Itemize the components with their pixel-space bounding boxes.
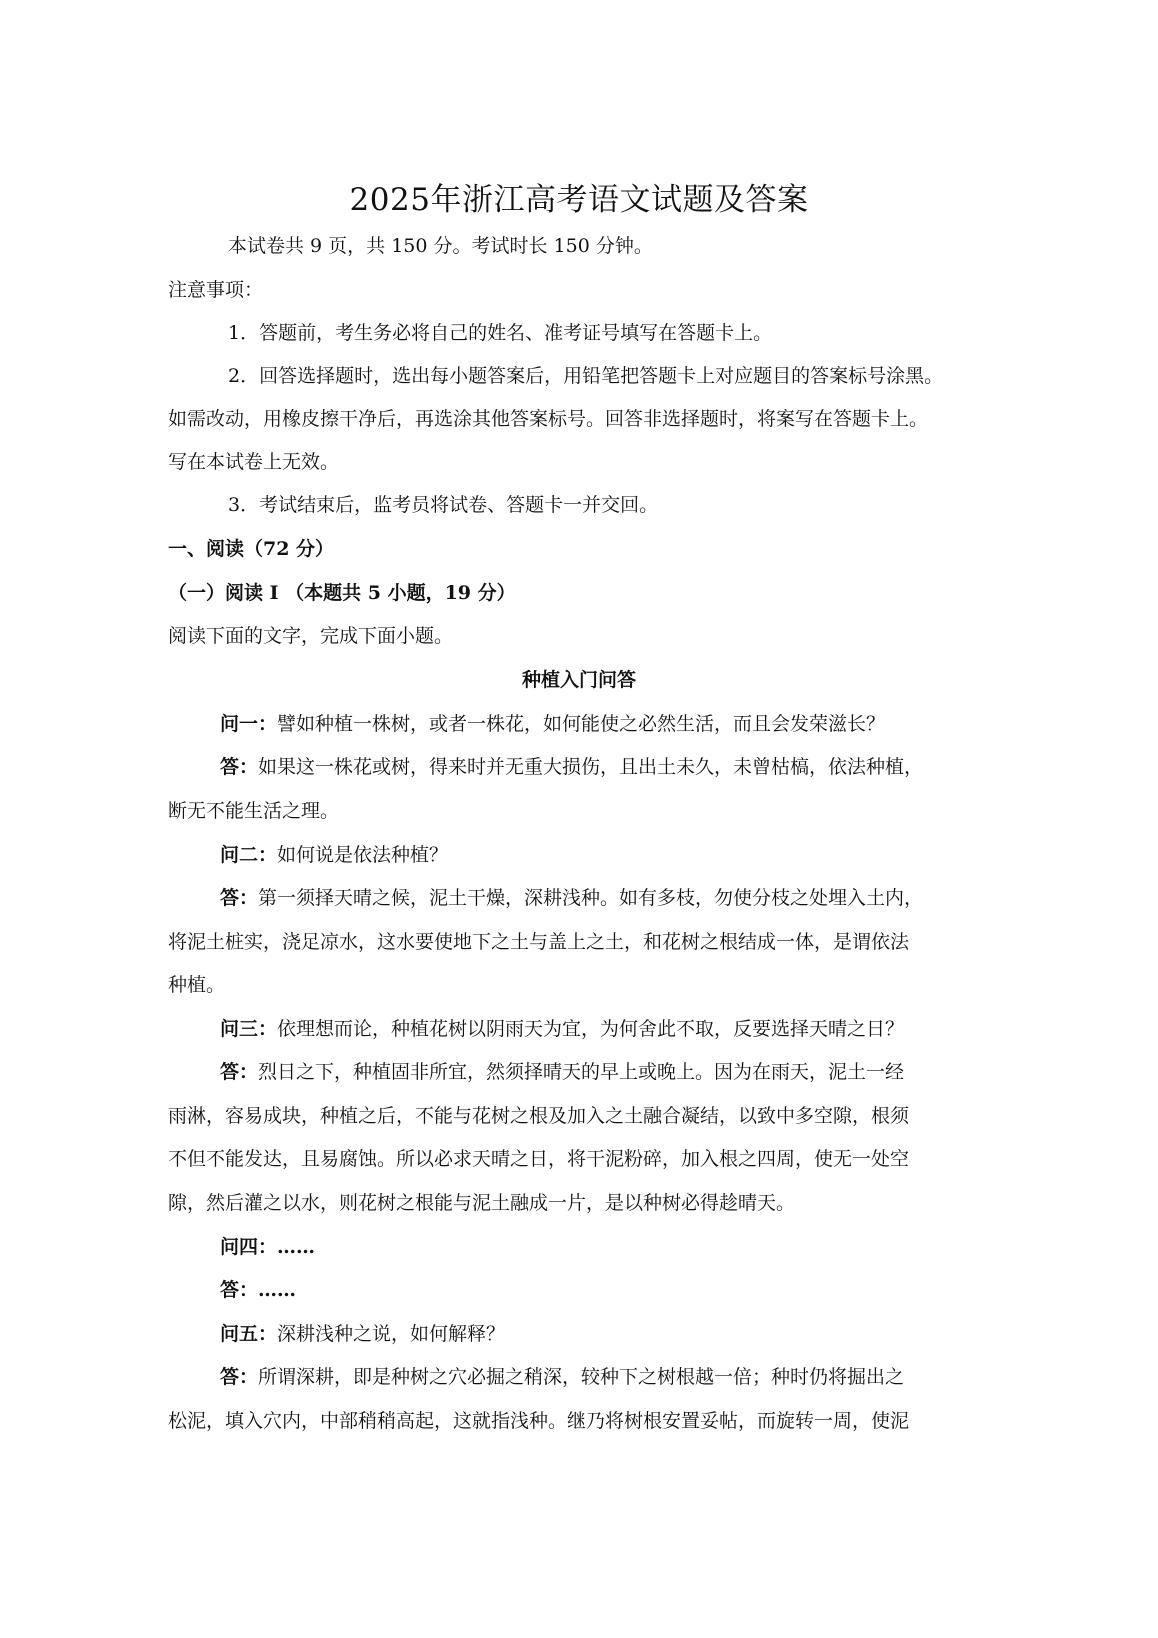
notice-item-1: 1．答题前，考生务必将自己的姓名、准考证号填写在答题卡上。 — [228, 322, 773, 344]
question-5-text: 深耕浅种之说，如何解释？ — [277, 1323, 506, 1345]
answer-3-line-3: 不但不能发达，且易腐蚀。所以必求天晴之日，将干泥粉碎，加入根之四周，使无一处空 — [168, 1148, 910, 1170]
question-3 — [220, 1016, 904, 1042]
answer-2-text: 第一须择天晴之候，泥土干燥，深耕浅种。如有多枝，勿使分枝之处埋入土内， — [258, 887, 924, 909]
answer-1-label: 答： — [220, 756, 259, 778]
answer-5-line-2: 松泥，填入穴内，中部稍稍高起，这就指浅种。继乃将树根安置妥帖，而旋转一周，使泥 — [168, 1410, 910, 1432]
passage-title: 种植入门问答 — [521, 669, 636, 691]
question-1-text: 譬如种植一株树，或者一株花，如何能使之必然生活，而且会发荣滋长？ — [277, 713, 886, 735]
question-3-text: 依理想而论，种植花树以阴雨天为宜，为何舍此不取，反要选择天晴之日？ — [277, 1018, 905, 1040]
answer-5-line-1 — [220, 1364, 904, 1390]
notice-item-3: 3．考试结束后，监考员将试卷、答题卡一并交回。 — [228, 494, 659, 516]
section-heading: 一、阅读（72 分） — [168, 538, 335, 560]
document-title: 2025年浙江高考语文试题及答案 — [349, 182, 809, 218]
answer-3-line-1 — [220, 1059, 904, 1085]
answer-2-line-2: 将泥土桩实，浇足凉水，这水要使地下之土与盖上之土，和花树之根结成一体，是谓依法 — [168, 931, 910, 953]
answer-3-line-2: 雨淋，容易成块，种植之后，不能与花树之根及加入之土融合凝结，以致中多空隙，根须 — [168, 1105, 910, 1127]
question-2-label: 问二： — [220, 844, 278, 866]
question-1 — [220, 711, 885, 737]
answer-3-line-4: 隙，然后灌之以水，则花树之根能与泥土融成一片，是以种树必得趁晴天。 — [168, 1192, 796, 1214]
answer-2-line-1 — [220, 885, 923, 911]
question-4-label: 问四： — [220, 1236, 278, 1258]
subsection-heading: （一）阅读 I （本题共 5 小题，19 分） — [168, 582, 516, 604]
answer-3-label: 答： — [220, 1061, 259, 1083]
answer-4-text: …… — [258, 1279, 297, 1301]
answer-1-line-1 — [220, 754, 923, 780]
answer-1-line-2: 断无不能生活之理。 — [168, 800, 340, 822]
answer-2-line-3: 种植。 — [168, 974, 226, 996]
question-5 — [220, 1321, 505, 1347]
question-4 — [220, 1234, 315, 1260]
question-1-label: 问一： — [220, 713, 278, 735]
question-4-text: …… — [277, 1236, 316, 1258]
answer-5-text: 所谓深耕，即是种树之穴必掘之稍深，较种下之树根越一倍；种时仍将掘出之 — [258, 1366, 905, 1388]
intro-text: 本试卷共 9 页，共 150 分。考试时长 150 分钟。 — [228, 235, 653, 257]
question-5-label: 问五： — [220, 1323, 278, 1345]
answer-5-label: 答： — [220, 1366, 259, 1388]
notice-item-2-line-1: 2．回答选择题时，选出每小题答案后，用铅笔把答题卡上对应题目的答案标号涂黑。 — [228, 365, 944, 387]
notice-item-2-line-3: 写在本试卷上无效。 — [168, 451, 340, 473]
question-3-label: 问三： — [220, 1018, 278, 1040]
answer-4-label: 答： — [220, 1279, 259, 1301]
notice-heading: 注意事项： — [168, 279, 264, 301]
answer-1-text: 如果这一株花或树，得来时并无重大损伤，且出土未久，未曾枯槁，依法种植， — [258, 756, 924, 778]
answer-2-label: 答： — [220, 887, 259, 909]
answer-4 — [220, 1277, 296, 1303]
instruction-text: 阅读下面的文字，完成下面小题。 — [168, 625, 454, 647]
question-2-text: 如何说是依法种植？ — [277, 844, 449, 866]
notice-item-2-line-2: 如需改动，用橡皮擦干净后，再选涂其他答案标号。回答非选择题时，将案写在答题卡上。 — [168, 408, 929, 430]
answer-3-text: 烈日之下，种植固非所宜，然须择晴天的早上或晚上。因为在雨天，泥土一经 — [258, 1061, 905, 1083]
question-2 — [220, 842, 448, 868]
